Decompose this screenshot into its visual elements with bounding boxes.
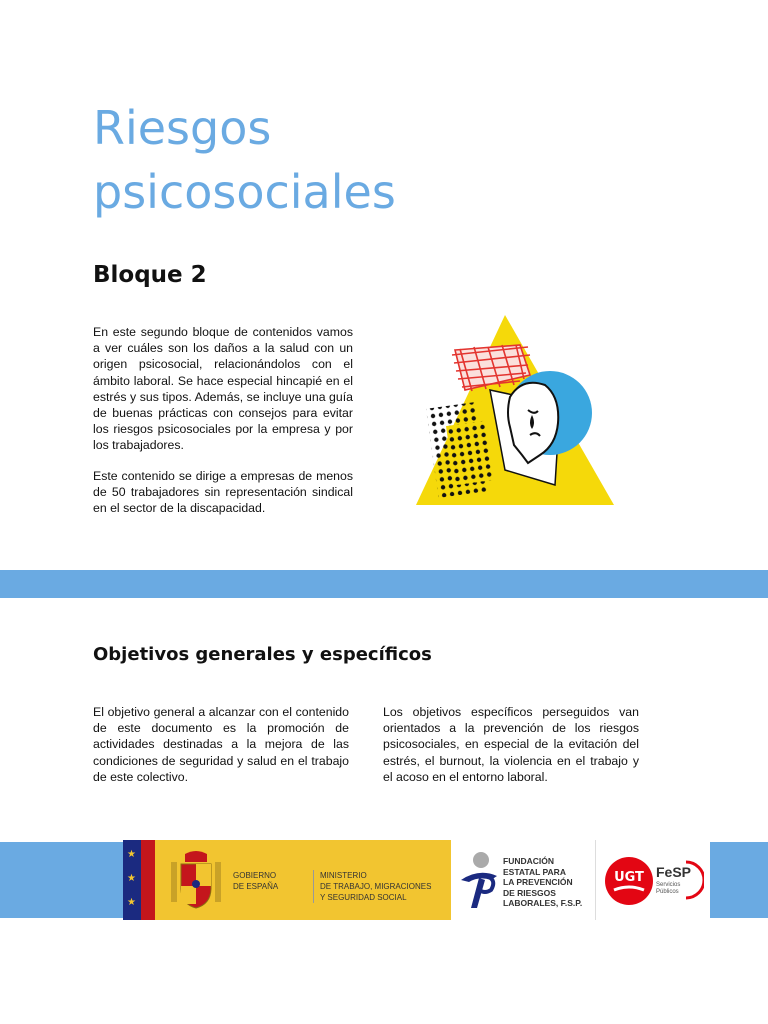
block-title: Bloque 2 [93,262,207,288]
foundation-logo-block [453,840,593,920]
section-title: Objetivos generales y específicos [93,644,432,665]
ugt-logo-block [595,840,710,920]
svg-text:UGT: UGT [614,870,644,885]
general-objective-text: El objetivo general a alcanzar con el contenido de este documento es la promoción de actividades destinadas a la mejora de las condiciones de seguridad y salud en el trabajo de este colectivo. [93,705,349,784]
eu-spain-flag-icon: ★ ★ ★ [123,840,155,920]
foundation-logo-icon [457,850,501,912]
fesp-title: FeSP [656,864,692,880]
ministry-name: MINISTERIO DE TRABAJO, MIGRACIONES Y SEGURIDAD SOCIAL [313,870,431,903]
intro-text [93,324,353,530]
section-divider-band [0,570,768,598]
sponsor-logos [123,840,709,920]
document-title [93,96,396,224]
government-logo-block [123,840,451,920]
intro-paragraph-2: Este contenido se dirige a empresas de menos de 50 trabajadores sin representación sindical en el sector de la discapacidad. [93,468,353,516]
intro-paragraph-1: En este segundo bloque de contenidos vamos a ver cuáles son los daños a la salud con un origen psicosocial, relacionándolos con el ámbito laboral. Se hace especial hincapié en el estrés y sus tipos. Además, se incluye una guía de buenas prácticas con consejos para evitar los riesgos psicosociales por la empresa y por los trabajadores. [93,325,353,453]
dotted-shape-yellow [446,421,494,486]
foundation-name: FUNDACIÓN ESTATAL PARA LA PREVENCIÓN DE RIESGOS LABORALES, F.S.P. [503,856,583,908]
stress-illustration [410,305,620,515]
government-name: GOBIERNO DE ESPAÑA [233,871,279,891]
specific-objectives-text: Los objetivos específicos perseguidos van orientados a la prevención de los riesgos psicosociales, en especial de la evitación del estrés, el burnout, la violencia en el trabajo y el acoso en el entorno laboral. [383,705,639,784]
title-line-2: psicosociales [93,165,396,219]
ugt-logo-icon [604,856,654,906]
coat-of-arms-icon [167,848,225,912]
title-line-1: Riesgos [93,101,272,155]
fesp-subtitle: Servicios Públicos [656,882,681,895]
